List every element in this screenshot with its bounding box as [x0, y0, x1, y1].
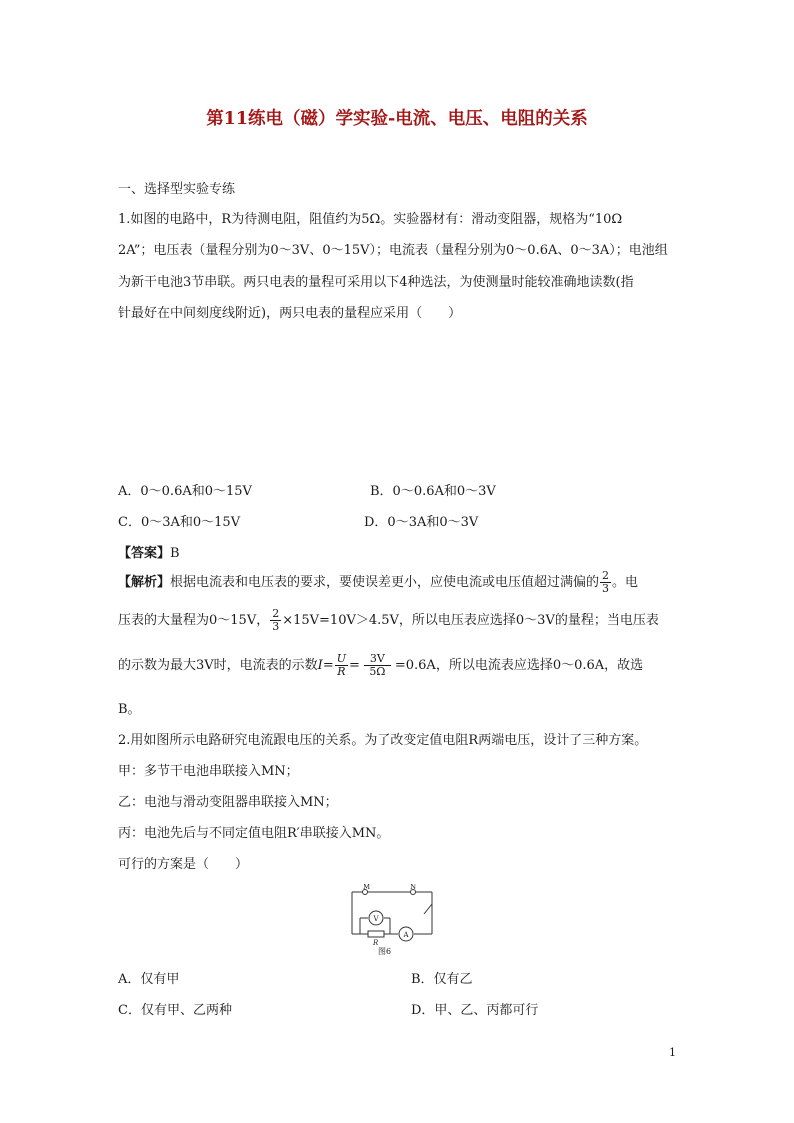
q1-line-3: 为新干电池3节串联。两只电表的量程可采用以下4种选法，为使测量时能较准确地读数(指	[118, 275, 634, 290]
label-n: N	[410, 884, 417, 891]
fraction-u-over-r: $\frac{U}{R}$	[336, 652, 346, 678]
q1-option-b: B．0～0.6A和0～3V	[370, 484, 496, 499]
resistor-r	[368, 931, 384, 937]
label-r: R	[373, 939, 379, 947]
analysis-text-2a: 压表的大量程为0～15V，	[118, 613, 270, 628]
q1-option-d: D．0～3A和0～3V	[364, 515, 479, 530]
q2-option-c: C．仅有甲、乙两种	[118, 1003, 232, 1018]
q2-line-3: 乙：电池与滑动变阻器串联接入MN；	[118, 795, 338, 810]
analysis-text-1b: 。电	[612, 575, 639, 590]
q1-line-1: 1.如图的电路中，R为待测电阻，阻值约为5Ω。实验器材有：滑动变阻器，规格为“10Ω	[118, 212, 623, 227]
q2-line-1: 2.用如图所示电路研究电流跟电压的关系。为了改变定值电阻R两端电压，设计了三种方案。	[118, 733, 648, 748]
label-m: M	[363, 884, 371, 891]
q1-option-a: A．0～0.6A和0～15V	[118, 484, 252, 499]
fraction-3v-over-5ohm: $\frac{3V}{5\Omega}$	[364, 653, 391, 678]
analysis-text-1a: 根据电流表和电压表的要求，要使误差更小，应使电流或电压值超过满偏的	[170, 575, 600, 590]
analysis-text-2b: ×15V=10V＞4.5V，所以电压表应选择0～3V的量程；当电压表	[282, 613, 659, 628]
q2-line-2: 甲：多节干电池串联接入MN；	[118, 764, 299, 779]
page-number: 1	[669, 1046, 676, 1059]
q2-line-5: 可行的方案是（ ）	[118, 857, 249, 872]
label-v: V	[373, 915, 379, 923]
q1-answer	[118, 542, 180, 561]
figure-caption: 图6	[378, 947, 392, 956]
q2-option-b: B．仅有乙	[411, 972, 473, 987]
label-a: A	[403, 931, 409, 939]
q1-analysis-line-1	[118, 568, 638, 598]
q1-option-c: C．0～3A和0～15V	[118, 515, 241, 530]
q2-line-4: 丙：电池先后与不同定值电阻R′串联接入MN。	[118, 826, 390, 841]
q2-option-d: D．甲、乙、丙都可行	[411, 1003, 539, 1018]
q1-analysis-line-4: B。	[118, 702, 141, 717]
fraction-two-thirds: $\frac{2}{3}$	[602, 569, 610, 595]
q1-analysis-line-3: 的示数为最大3V时，电流表的示数I= $\frac{U}{R}$ = $\frac{3V}{5\Omega}$ =0.6A，所以电流表应选择0～0.6A，故选	[118, 652, 644, 678]
q2-option-a: A．仅有甲	[118, 972, 180, 987]
analysis-text-3a: 的示数为最大3V时，电流表的示数	[118, 658, 318, 673]
answer-value: B	[170, 546, 180, 561]
analysis-text-3b: =0.6A，所以电流表应选择0～0.6A，故选	[394, 658, 644, 673]
section-heading: 一、选择型实验专练	[118, 182, 236, 197]
switch-blade	[424, 904, 432, 914]
answer-label: 【答案】	[118, 546, 171, 561]
q1-line-2: 2A”；电压表（量程分别为0～3V、0～15V）；电流表（量程分别为0～0.6A、0～3A）；电池组	[118, 243, 668, 258]
q1-line-4: 针最好在中间刻度线附近)，两只电表的量程应采用（ ）	[118, 306, 462, 321]
page-title: 第11练电（磁）学实验-电流、电压、电阻的关系	[206, 109, 588, 129]
analysis-label: 【解析】	[118, 575, 171, 590]
fraction-two-thirds-b: $\frac{2}{3}$	[272, 607, 280, 633]
q1-analysis-line-2	[118, 606, 659, 636]
circuit-diagram	[340, 884, 450, 956]
